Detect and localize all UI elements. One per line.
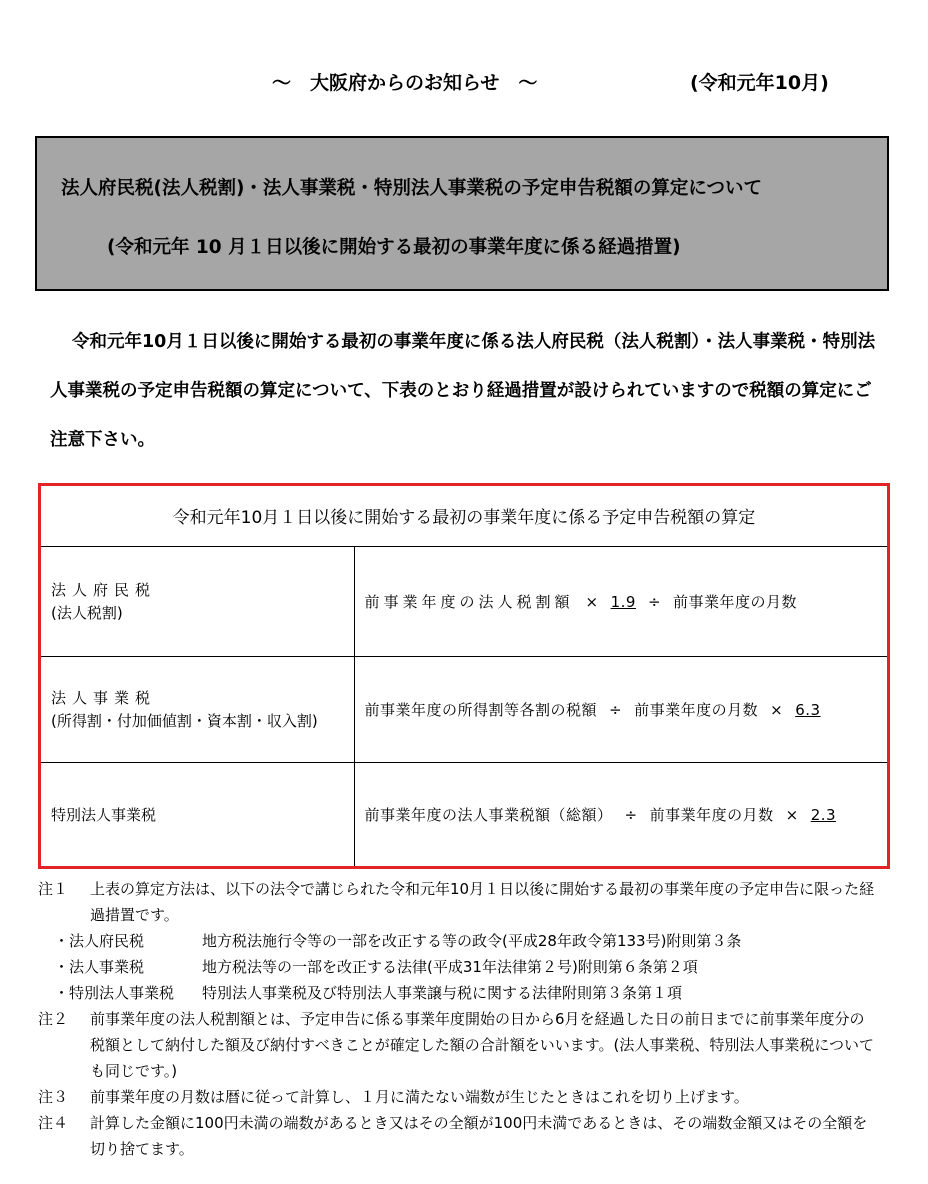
rate-value: 2.3	[810, 805, 837, 824]
table-row	[41, 762, 887, 866]
multiply-sign: ×	[770, 700, 784, 719]
divide-sign: ÷	[647, 592, 662, 611]
tax-name-cell	[41, 656, 354, 762]
formula-cell	[354, 762, 887, 866]
title-line-2: (令和元年 10 月１日以後に開始する最初の事業年度に係る経過措置)	[107, 237, 681, 258]
notice-date: (令和元年10月)	[690, 72, 829, 94]
note-label: 注１	[38, 880, 69, 898]
divide-sign: ÷	[609, 700, 623, 719]
formula-term: 前事業年度の月数	[673, 592, 798, 611]
formula-cell	[354, 546, 887, 656]
tax-sub: (法人税割)	[51, 604, 123, 622]
note-label: 注３	[38, 1088, 69, 1106]
title-line-1: 法人府民税(法人税割)・法人事業税・特別法人事業税の予定申告税額の算定について	[61, 178, 763, 199]
note-3	[38, 1084, 878, 1110]
law-item	[38, 928, 878, 954]
formula-term: 前事業年度の法人税割額	[364, 592, 574, 611]
formula-cell	[354, 656, 887, 762]
multiply-sign: ×	[585, 592, 599, 611]
formula-term: 前事業年度の月数	[649, 805, 774, 824]
table-row	[41, 546, 887, 656]
tax-name-cell	[41, 546, 354, 656]
title-box	[35, 136, 889, 291]
law-text: 地方税法施行令等の一部を改正する等の政令(平成28年政令第133号)附則第３条	[202, 932, 742, 950]
note-2	[38, 1006, 878, 1084]
law-tax-name: ・法人府民税	[54, 932, 145, 950]
note-text: 計算した金額に100円未満の端数があるとき又はその全額が100円未満であるときは、その端数金額又はその全額を切り捨てます。	[90, 1114, 868, 1158]
formula-term: 前事業年度の法人事業税額（総額）	[364, 805, 613, 824]
tax-name: 特別法人事業税	[51, 805, 157, 824]
law-item	[38, 980, 878, 1006]
notes-section	[38, 876, 878, 1162]
note-label: 注４	[38, 1114, 69, 1132]
law-item	[38, 954, 878, 980]
intro-paragraph: 令和元年10月１日以後に開始する最初の事業年度に係る法人府民税（法人税割）・法人事業税・特別法人事業税の予定申告税額の算定について、下表のとおり経過措置が設けられていますので税額の算定にご注意下さい。	[50, 332, 876, 450]
note-4	[38, 1110, 878, 1162]
calculation-table	[41, 486, 887, 866]
tax-name-cell	[41, 762, 354, 866]
law-tax-name: ・法人事業税	[54, 958, 145, 976]
notice-title: ～ 大阪府からのお知らせ ～	[272, 72, 538, 94]
calculation-table-frame	[38, 483, 890, 869]
rate-value: 6.3	[795, 700, 821, 719]
law-text: 特別法人事業税及び特別法人事業譲与税に関する法律附則第３条第１項	[202, 984, 683, 1002]
tax-name: 法人事業税	[51, 689, 157, 707]
divide-sign: ÷	[624, 805, 638, 824]
table-row	[41, 656, 887, 762]
note-text: 前事業年度の法人税割額とは、予定申告に係る事業年度開始の日から6月を経過した日の前日までに前事業年度分の税額として納付した額及び納付すべきことが確定した額の合計額をいいます。(法人事業税、特別法人事業税についても同じです。)	[90, 1010, 875, 1080]
formula-term: 前事業年度の所得割等各割の税額	[364, 700, 598, 719]
table-header: 令和元年10月１日以後に開始する最初の事業年度に係る予定申告税額の算定	[41, 486, 887, 546]
note-label: 注２	[38, 1010, 69, 1028]
tax-name: 法人府民税	[51, 581, 157, 599]
rate-value: 1.9	[610, 592, 636, 611]
formula-term: 前事業年度の月数	[634, 700, 759, 719]
note-1	[38, 876, 878, 928]
law-tax-name: ・特別法人事業税	[54, 984, 175, 1002]
tax-sub: (所得割・付加価値割・資本割・収入割)	[51, 712, 318, 730]
note-text: 上表の算定方法は、以下の法令で講じられた令和元年10月１日以後に開始する最初の事業年度の予定申告に限った経過措置です。	[90, 880, 875, 924]
multiply-sign: ×	[785, 805, 799, 824]
note-text: 前事業年度の月数は暦に従って計算し、１月に満たない端数が生じたときはこれを切り上げます。	[90, 1088, 749, 1106]
law-text: 地方税法等の一部を改正する法律(平成31年法律第２号)附則第６条第２項	[202, 958, 698, 976]
